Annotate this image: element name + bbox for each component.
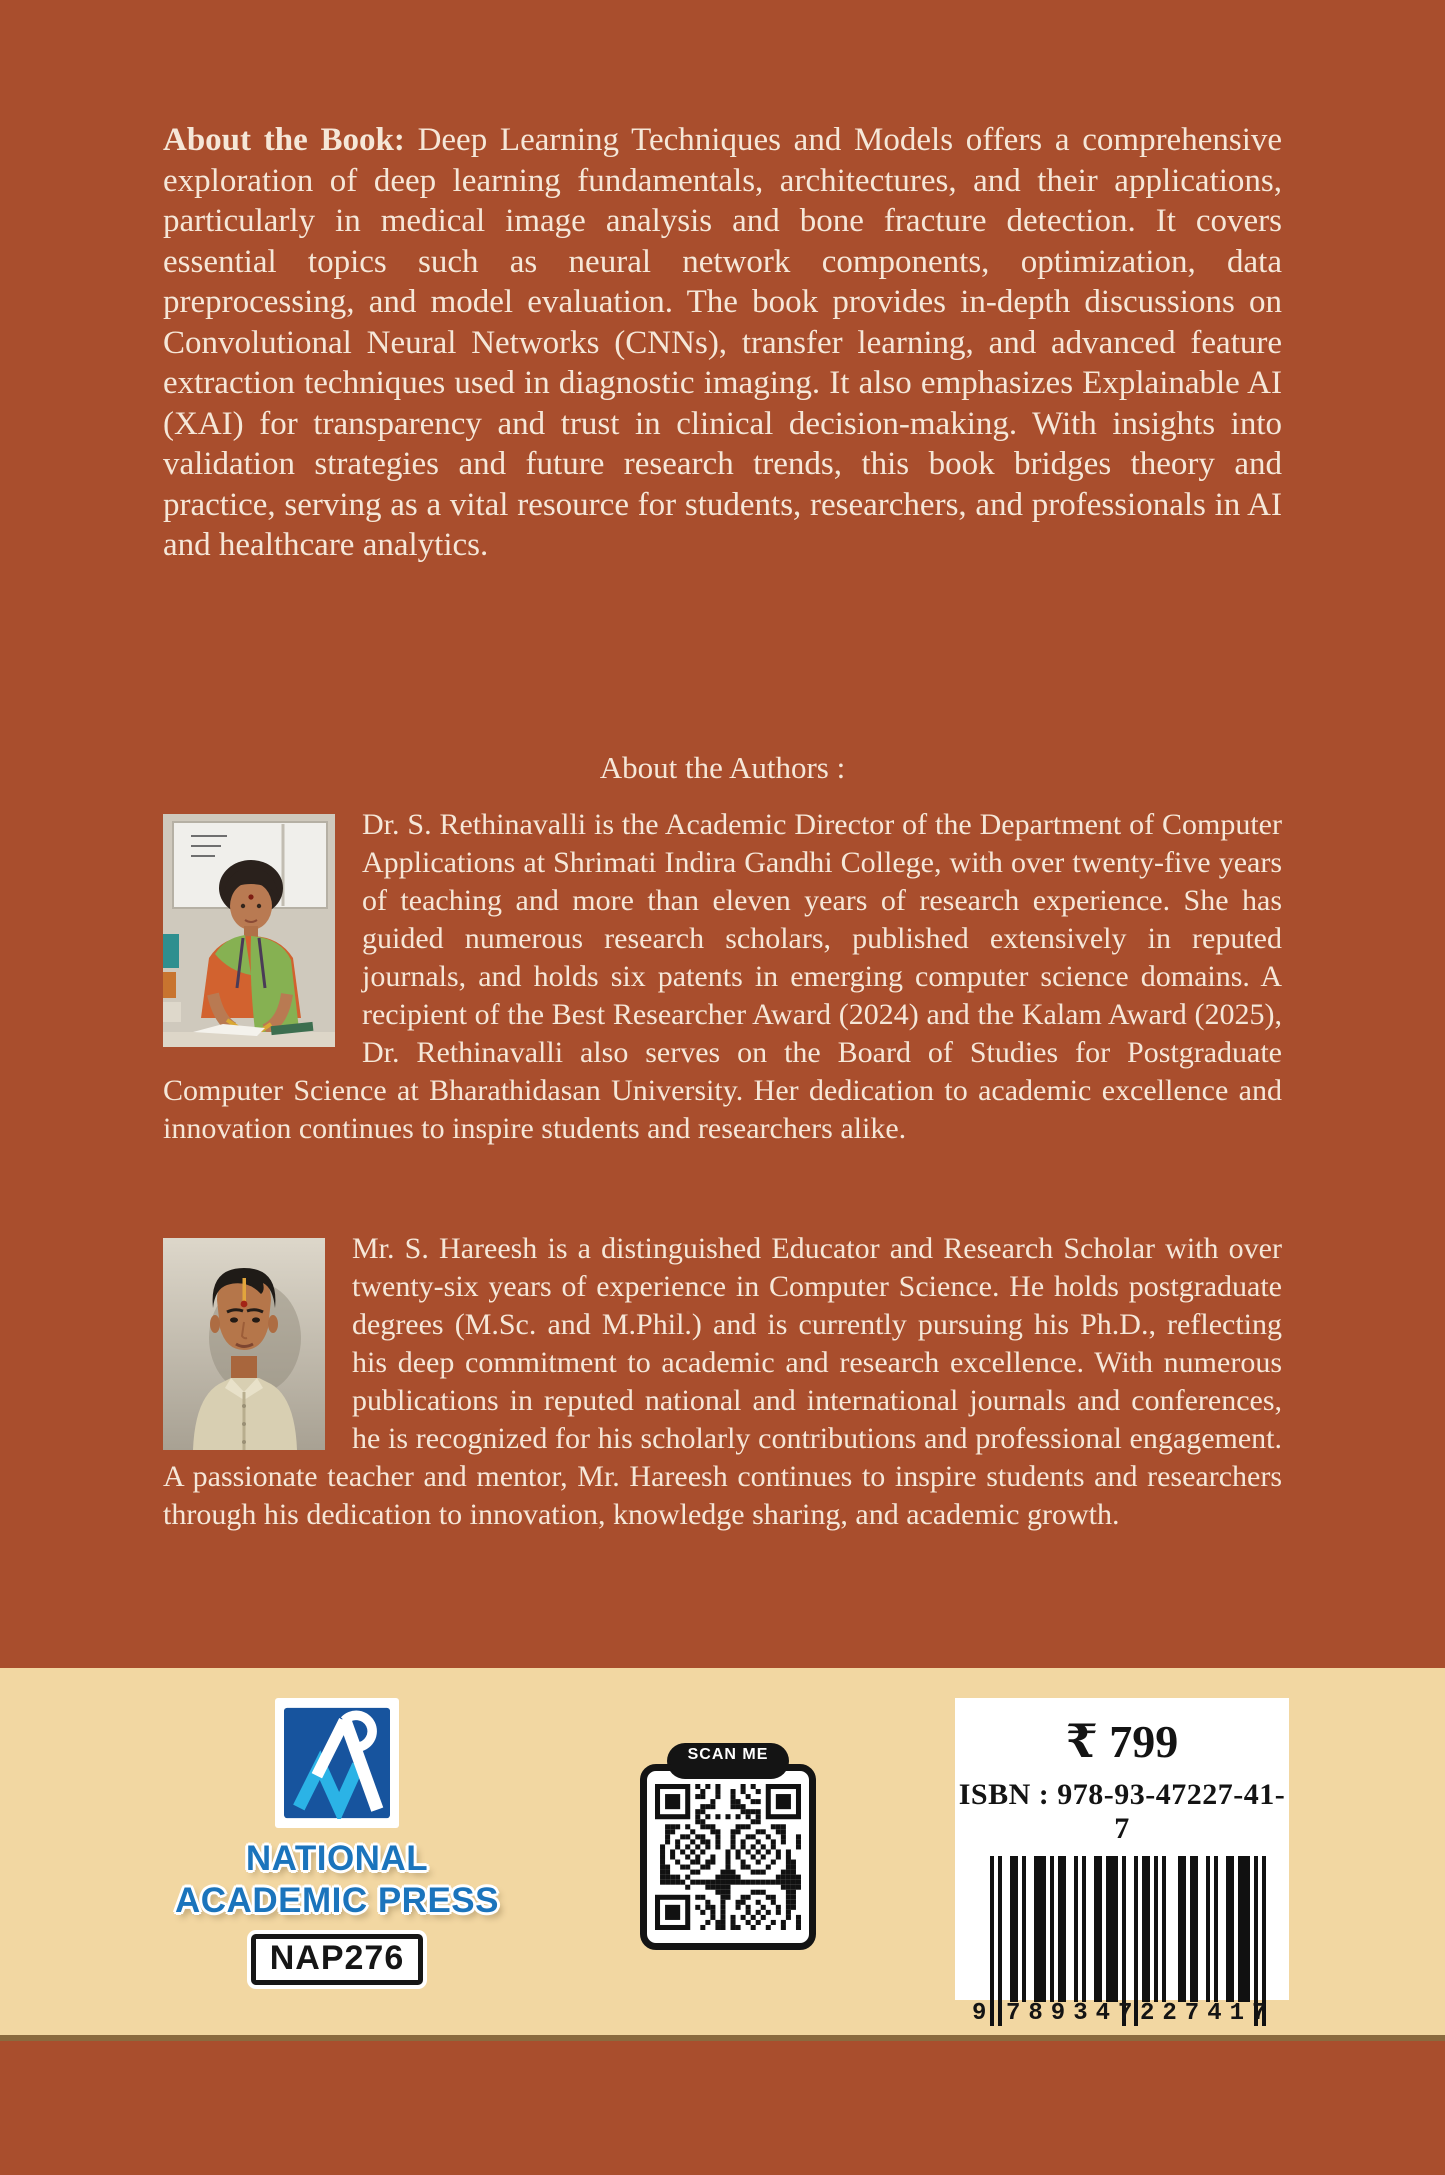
qr-code xyxy=(640,1764,816,1950)
publisher-name-line1: NATIONAL xyxy=(245,1839,429,1878)
price-isbn-box xyxy=(955,1698,1289,2027)
barcode-digit-group: 9 xyxy=(972,2000,987,2027)
qr-block xyxy=(640,1746,816,1950)
publisher-logo xyxy=(275,1698,399,1828)
author1-photo xyxy=(163,814,335,1047)
authors-heading: About the Authors : xyxy=(599,750,846,785)
publisher-code-badge: NAP276 xyxy=(251,1934,424,1985)
isbn: ISBN : 978-93-47227-41-7 xyxy=(958,1778,1286,1845)
publisher-name-line2: ACADEMIC PRESS xyxy=(175,1881,499,1920)
author1-bio-section xyxy=(163,806,1282,1148)
author1-portrait-illustration xyxy=(163,814,335,1047)
about-book-body: Deep Learning Techniques and Models offers a comprehensive exploration of deep learning fundamentals, architectures, and their applications, particularly in medical image analysis and bone fracture detection. It covers essential topics such as neural network components, optimization, data preprocessing, and model evaluation. The book provides in-depth discussions on Convolutional Neural Networks (CNNs), transfer learning, and advanced feature extraction techniques used in diagnostic imaging. It also emphasizes Explainable AI (XAI) for transparency and trust in clinical decision-making. With insights into validation strategies and future research trends, this book bridges theory and practice, serving as a vital resource for students, researchers, and professionals in AI and healthcare analytics. xyxy=(163,122,1283,563)
publisher-logo-monogram-icon xyxy=(284,1707,390,1819)
author1-bio-text: Dr. S. Rethinavalli is the Academic Director of the Department of Computer Applications at Shrimati Indira Gandhi College, with over twenty-five years of teaching and more than eleven years of research experience. She has guided numerous research scholars, published extensively in reputed journals, and holds six patents in emerging computer science domains. A recipient of the Best Researcher Award (2024) and the Kalam Award (2025), Dr. Rethinavalli also serves on the Board of Studies for Postgraduate Computer Science at Bharathidasan University. Her dedication to academic excellence and innovation continues to inspire students and researchers alike. xyxy=(163,808,1282,1145)
author2-bio-text: Mr. S. Hareesh is a distinguished Educator and Research Scholar with over twenty-six years of experience in Computer Science. He holds postgraduate degrees (M.Sc. and M.Phil.) and is currently pursuing his Ph.D., reflecting his deep commitment to academic and research excellence. With numerous publications in reputed national and international journals and conferences, he is recognized for his scholarly contributions and professional engagement. A passionate teacher and mentor, Mr. Hareesh continues to inspire students and researchers through his dedication to innovation, knowledge sharing, and academic growth. xyxy=(163,1232,1282,1531)
barcode-digit-group: 789347 xyxy=(1006,2000,1141,2027)
author2-portrait-illustration xyxy=(163,1238,325,1450)
about-book-heading: About the Book: xyxy=(163,122,405,158)
author2-bio-section xyxy=(163,1230,1282,1534)
barcode-digit-group: 227417 xyxy=(1140,2000,1275,2027)
barcode xyxy=(972,1856,1275,2028)
publisher-block xyxy=(163,1668,511,2035)
author1-bio-paragraph xyxy=(163,806,1282,1148)
publisher-band xyxy=(0,1668,1445,2041)
author2-photo xyxy=(163,1238,325,1450)
about-book-paragraph xyxy=(163,120,1282,566)
author2-bio-paragraph xyxy=(163,1230,1282,1534)
about-book-section xyxy=(163,120,1282,566)
qr-code-pattern xyxy=(655,1779,801,1935)
price: ₹ 799 xyxy=(1065,1716,1179,1767)
qr-scan-me-label: SCAN ME xyxy=(670,1746,786,1776)
